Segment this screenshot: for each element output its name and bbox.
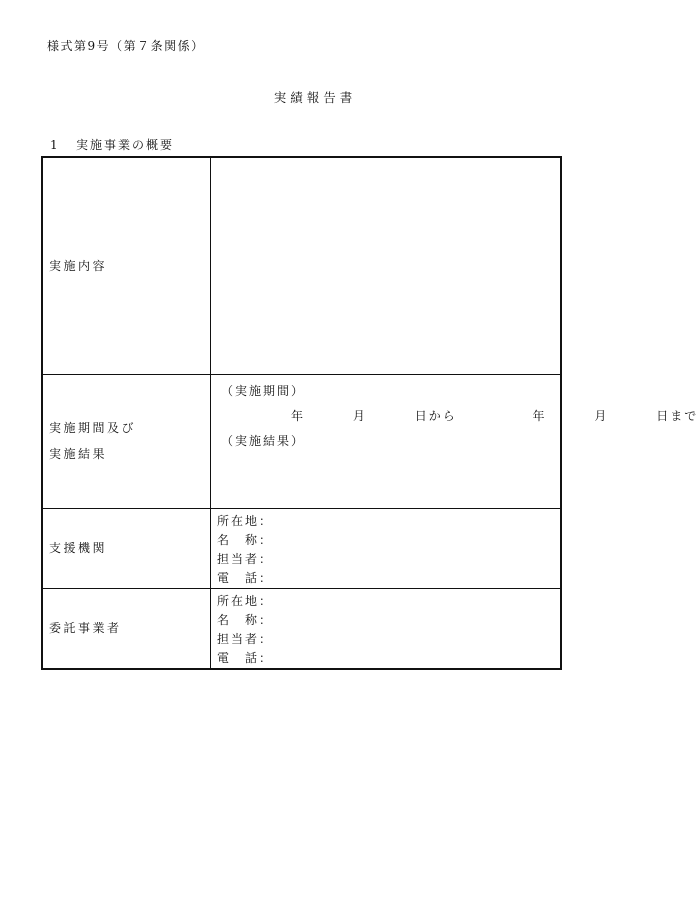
entrusted-label: 委託事業者 [42, 588, 211, 669]
result-heading: （実施結果） [221, 433, 306, 448]
table-row-content [42, 157, 561, 374]
entrusted-contact-cell[interactable] [211, 588, 562, 669]
report-table [41, 156, 698, 670]
entrusted-phone-field: 電 話： [217, 650, 274, 665]
entrusted-address-field: 所在地： [217, 593, 274, 608]
support-contact-cell[interactable] [211, 508, 562, 588]
entrusted-person-field: 担当者： [217, 631, 274, 646]
entrusted-name-field: 名 称： [217, 612, 274, 627]
section-heading [50, 136, 174, 153]
form-number: 様式第9号（第７条関係） [47, 39, 205, 53]
date-year-2: 年 [532, 408, 547, 423]
date-year-1: 年 [291, 408, 306, 423]
date-range-line [221, 404, 698, 429]
period-value-cell[interactable] [211, 374, 698, 508]
period-label-line2: 実施結果 [49, 447, 108, 461]
table-row-support [42, 508, 561, 588]
date-day-from: 日から [414, 408, 457, 423]
date-month-2: 月 [594, 408, 609, 423]
support-person-field: 担当者： [217, 551, 274, 566]
period-heading: （実施期間） [221, 383, 306, 398]
content-label: 実施内容 [42, 157, 211, 374]
date-month-1: 月 [352, 408, 367, 423]
period-label [42, 374, 211, 508]
support-address-field: 所在地： [217, 513, 274, 528]
support-label: 支援機関 [42, 508, 211, 588]
document-title: 実績報告書 [273, 90, 357, 105]
section-heading-text: 実施事業の概要 [76, 138, 175, 152]
period-label-line1: 実施期間及び [49, 421, 137, 435]
date-day-until: 日まで [656, 408, 698, 423]
content-value-cell[interactable] [211, 157, 562, 374]
section-number: 1 [50, 138, 60, 152]
table-row-period [42, 374, 561, 508]
table-row-entrusted [42, 588, 561, 669]
support-phone-field: 電 話： [217, 570, 274, 585]
support-name-field: 名 称： [217, 532, 274, 547]
